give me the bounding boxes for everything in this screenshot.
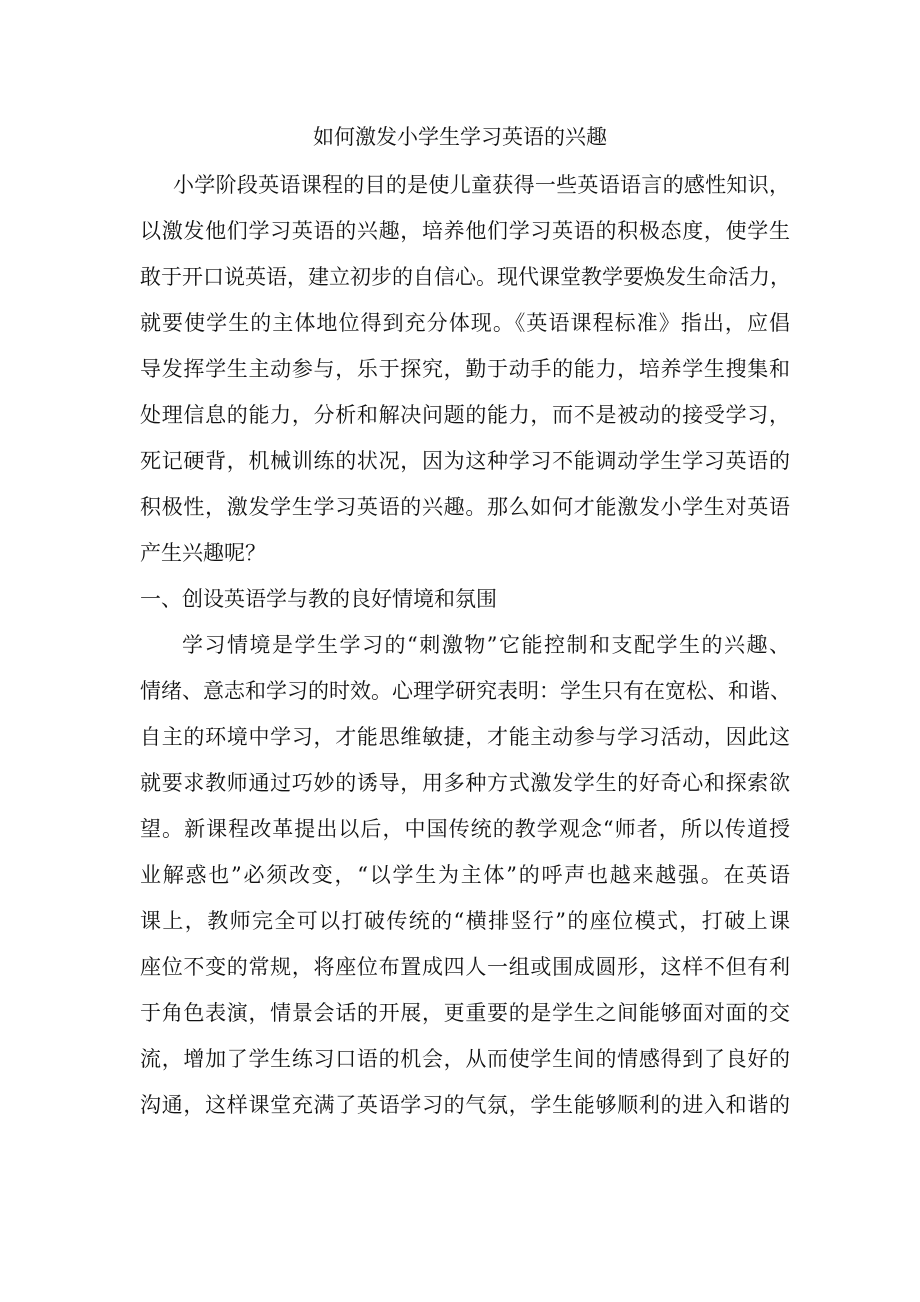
paragraph-line: 小学阶段英语课程的目的是使儿童获得一些英语语言的感性知识， <box>173 173 790 197</box>
paragraph-line: 流，增加了学生练习口语的机会，从而使学生间的情感得到了良好的 <box>140 1047 790 1071</box>
paragraph-line: 处理信息的能力，分析和解决问题的能力，而不是被动的接受学习， <box>140 403 790 427</box>
paragraph-line: 情绪、意志和学习的时效。心理学研究表明：学生只有在宽松、和谐、 <box>140 679 791 703</box>
paragraph-line: 产生兴趣呢？ <box>140 541 266 565</box>
paragraph-line: 于角色表演，情景会话的开展，更重要的是学生之间能够面对面的交 <box>140 1001 790 1025</box>
paragraph-line: 自主的环境中学习，才能思维敏捷，才能主动参与学习活动，因此这 <box>140 725 790 749</box>
paragraph-line: 以激发他们学习英语的兴趣，培养他们学习英语的积极态度，使学生 <box>140 219 790 243</box>
paragraph-line: 导发挥学生主动参与，乐于探究，勤于动手的能力，培养学生搜集和 <box>140 357 790 381</box>
paragraph-line: 就要求教师通过巧妙的诱导，用多种方式激发学生的好奇心和探索欲 <box>140 771 790 795</box>
section-heading: 一、创设英语学与教的良好情境和氛围 <box>140 587 497 611</box>
paragraph-line: 敢于开口说英语，建立初步的自信心。现代课堂教学要焕发生命活力， <box>140 265 791 289</box>
document-title: 如何激发小学生学习英语的兴趣 <box>313 125 607 149</box>
paragraph-line: 望。新课程改革提出以后，中国传统的教学观念“师者，所以传道授 <box>140 817 790 841</box>
paragraph-line: 业解惑也”必须改变，“以学生为主体”的呼声也越来越强。在英语 <box>140 863 790 887</box>
paragraph-line: 学习情境是学生学习的“刺激物”它能控制和支配学生的兴趣、 <box>182 633 790 657</box>
paragraph-line: 课上，教师完全可以打破传统的“横排竖行”的座位模式，打破上课 <box>140 909 790 933</box>
paragraph-line: 积极性，激发学生学习英语的兴趣。那么如何才能激发小学生对英语 <box>140 495 790 519</box>
document-body <box>140 162 790 1128</box>
paragraph-line: 座位不变的常规，将座位布置成四人一组或围成圆形，这样不但有利 <box>140 955 790 979</box>
paragraph-line: 死记硬背，机械训练的状况，因为这种学习不能调动学生学习英语的 <box>140 449 790 473</box>
paragraph-line: 就要使学生的主体地位得到充分体现。《英语课程标准》指出，应倡 <box>140 311 790 335</box>
paragraph-line: 沟通，这样课堂充满了英语学习的气氛，学生能够顺利的进入和谐的 <box>140 1093 790 1117</box>
